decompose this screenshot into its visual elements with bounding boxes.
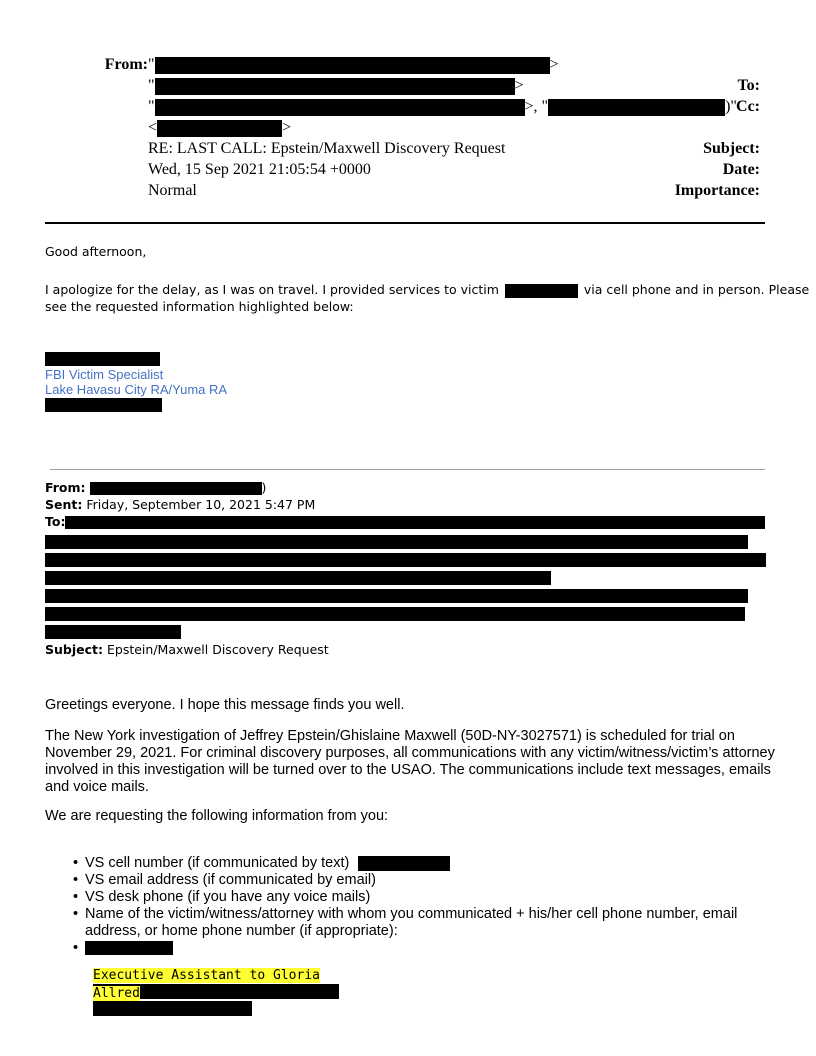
header-cc-row-2 — [0, 117, 760, 138]
forward-divider — [50, 469, 765, 470]
message-paragraph-1: The New York investigation of Jeffrey Epstein/Ghislaine Maxwell (50D-NY-3027571) is scheduled for trial on November 29, 2021. For criminal discovery purposes, all communications with any victim/witness/victim’s attorney involved in this investigation will be turned over to the USAO. The communications include text messages, emails and voice mails. — [45, 728, 775, 795]
forwarded-sent-row — [45, 496, 770, 513]
redaction-box — [45, 553, 766, 567]
redaction-box — [45, 607, 745, 621]
forwarded-sent-value: Friday, September 10, 2021 5:47 PM — [86, 497, 316, 512]
redaction-box — [45, 625, 181, 639]
redaction-box — [90, 482, 262, 495]
header-from-label: From: — [104, 56, 148, 73]
redaction-box — [93, 1001, 252, 1016]
reply-paragraph-line2: see the requested information highlighted below: — [45, 299, 354, 314]
message-paragraph-2: We are requesting the following information from you: — [45, 808, 389, 824]
redaction-box — [45, 535, 748, 549]
header-date-label: Date: — [722, 161, 760, 178]
reply-greeting: Good afternoon, — [45, 244, 147, 259]
reply-paragraph-part1: I apologize for the delay, as I was on travel. I provided services to victim — [45, 282, 499, 297]
list-item-text: VS cell number (if communicated by text) — [85, 855, 350, 871]
header-to-label: To: — [737, 77, 760, 94]
list-item — [45, 855, 775, 872]
forwarded-from-suffix: ) — [261, 480, 267, 495]
header-date-row — [0, 159, 760, 180]
header-importance-label: Importance: — [674, 182, 760, 199]
signature-title: FBI Victim Specialist — [45, 367, 164, 382]
forwarded-from-row — [45, 479, 770, 496]
header-from-row — [0, 54, 760, 75]
redaction-box — [155, 78, 515, 95]
forwarded-to-row — [45, 513, 770, 530]
list-item-text: VS desk phone (if you have any voice mails) — [85, 889, 371, 905]
header-cc-mid: >, " — [524, 98, 549, 115]
list-item — [45, 872, 775, 889]
list-item — [45, 889, 775, 906]
forwarded-subject-row — [45, 641, 329, 658]
reply-paragraph-part2: via cell phone and in person. Please — [583, 282, 810, 297]
list-item — [45, 940, 775, 957]
list-item-text: Name of the victim/witness/attorney with whom you communicated + his/her cell phone number, email address, or home phone number (if appropriate): — [85, 906, 738, 939]
list-item — [45, 906, 775, 940]
redaction-box — [45, 352, 160, 366]
header-to-suffix: > — [514, 77, 524, 94]
header-subject-value: RE: LAST CALL: Epstein/Maxwell Discovery Request — [148, 140, 506, 157]
header-cc-suffix: )" — [725, 98, 737, 115]
redaction-box — [85, 941, 173, 955]
forwarded-sent-label: Sent: — [45, 497, 83, 512]
redaction-box — [155, 57, 550, 74]
signature-office: Lake Havasu City RA/Yuma RA — [45, 382, 228, 397]
header-to-row — [0, 75, 760, 96]
header-cc-prefix: " — [148, 98, 155, 115]
header-from-prefix: " — [148, 56, 155, 73]
forwarded-from-label: From: — [45, 480, 86, 495]
header-cc2-suffix: > — [282, 119, 292, 136]
header-cc-row — [0, 96, 760, 117]
highlighted-title: Executive Assistant to Gloria Allred — [93, 968, 320, 1001]
header-importance-row — [0, 180, 760, 201]
email-header — [0, 54, 780, 204]
header-from-suffix: > — [549, 56, 559, 73]
forwarded-subject-label: Subject: — [45, 642, 103, 657]
list-item-text: VS email address (if communicated by email) — [85, 872, 376, 888]
forwarded-to-label: To: — [45, 514, 66, 529]
header-cc-label: Cc: — [736, 98, 760, 115]
reply-paragraph — [45, 281, 810, 315]
redaction-box — [548, 99, 725, 116]
redaction-box — [45, 398, 162, 412]
redaction-box — [155, 99, 525, 116]
forwarded-header — [45, 479, 770, 530]
header-date-value: Wed, 15 Sep 2021 21:05:54 +0000 — [148, 161, 371, 178]
header-subject-label: Subject: — [703, 140, 760, 157]
header-divider — [45, 222, 765, 224]
redaction-box — [45, 571, 551, 585]
header-to-prefix: " — [148, 77, 155, 94]
header-subject-row — [0, 138, 760, 159]
message-greeting: Greetings everyone. I hope this message finds you well. — [45, 697, 405, 713]
redaction-box — [505, 284, 578, 298]
header-importance-value: Normal — [148, 182, 197, 199]
forwarded-subject-value: Epstein/Maxwell Discovery Request — [106, 642, 329, 657]
redaction-box — [358, 856, 450, 871]
redaction-box — [65, 516, 765, 529]
request-list — [45, 855, 775, 957]
highlighted-block — [93, 966, 353, 1016]
redaction-box — [45, 589, 748, 603]
header-cc2-prefix: < — [148, 119, 158, 136]
redaction-box — [157, 120, 282, 137]
